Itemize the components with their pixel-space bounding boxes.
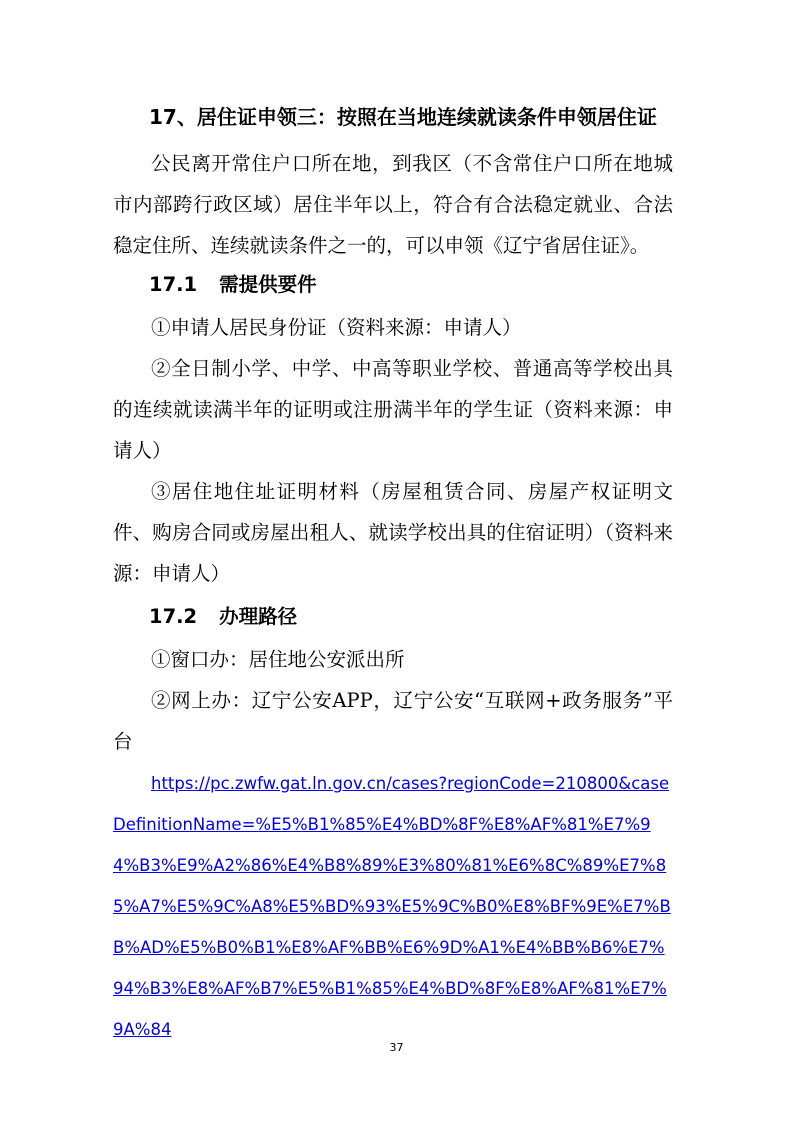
subsection-heading-route bbox=[149, 602, 297, 632]
service-link[interactable]: https://pc.zwfw.gat.ln.gov.cn/cases?regionCode=210800&caseDefinitionName=%E5%B1%85%E4%BD%8F%E8%AF%81%E7%94%B3%E9%A2%86%E4%B8%89%E3%80%81%E6%8C%89%E7%85%A7%E5%9C%A8%E5%BD%93%E5%9C%B0%E8%BF%9E%E7%BB%AD%E5%B0%B1%E8%AF%BB%E6%9D%A1%E4%BB%B6%E7%94%B3%E8%AF%B7%E5%B1%85%E4%BD%8F%E8%AF%81%E7%9A%84 bbox=[113, 774, 671, 1039]
requirement-item-1: ①申请人居民身份证（资料来源：申请人） bbox=[151, 316, 522, 339]
route-item-2: ②网上办：辽宁公安APP，辽宁公安“互联网+政务服务”平台 bbox=[113, 689, 673, 753]
section-heading: 17、居住证申领三：按照在当地连续就读条件申领居住证 bbox=[149, 105, 657, 129]
page-number: 37 bbox=[389, 1041, 404, 1054]
route-item-1: ①窗口办：居住地公安派出所 bbox=[151, 648, 405, 671]
intro-paragraph: 公民离开常住户口所在地，到我区（不含常住户口所在地城市内部跨行政区域）居住半年以上，符合有合法稳定就业、合法稳定住所、连续就读条件之一的，可以申领《辽宁省居住证》。 bbox=[113, 152, 673, 257]
requirement-item-3: ③居住地住址证明材料（房屋租赁合同、房屋产权证明文件、购房合同或房屋出租人、就读学校出具的住宿证明）（资料来源：申请人） bbox=[113, 480, 673, 585]
subsection-number: 17.1 bbox=[149, 273, 198, 296]
requirement-item-2: ②全日制小学、中学、中高等职业学校、普通高等学校出具的连续就读满半年的证明或注册满半年的学生证（资料来源：申请人） bbox=[113, 357, 673, 462]
subsection-heading-requirements bbox=[149, 270, 317, 300]
subsection-title: 办理路径 bbox=[219, 605, 298, 628]
subsection-title: 需提供要件 bbox=[219, 273, 317, 296]
subsection-number: 17.2 bbox=[149, 605, 198, 628]
